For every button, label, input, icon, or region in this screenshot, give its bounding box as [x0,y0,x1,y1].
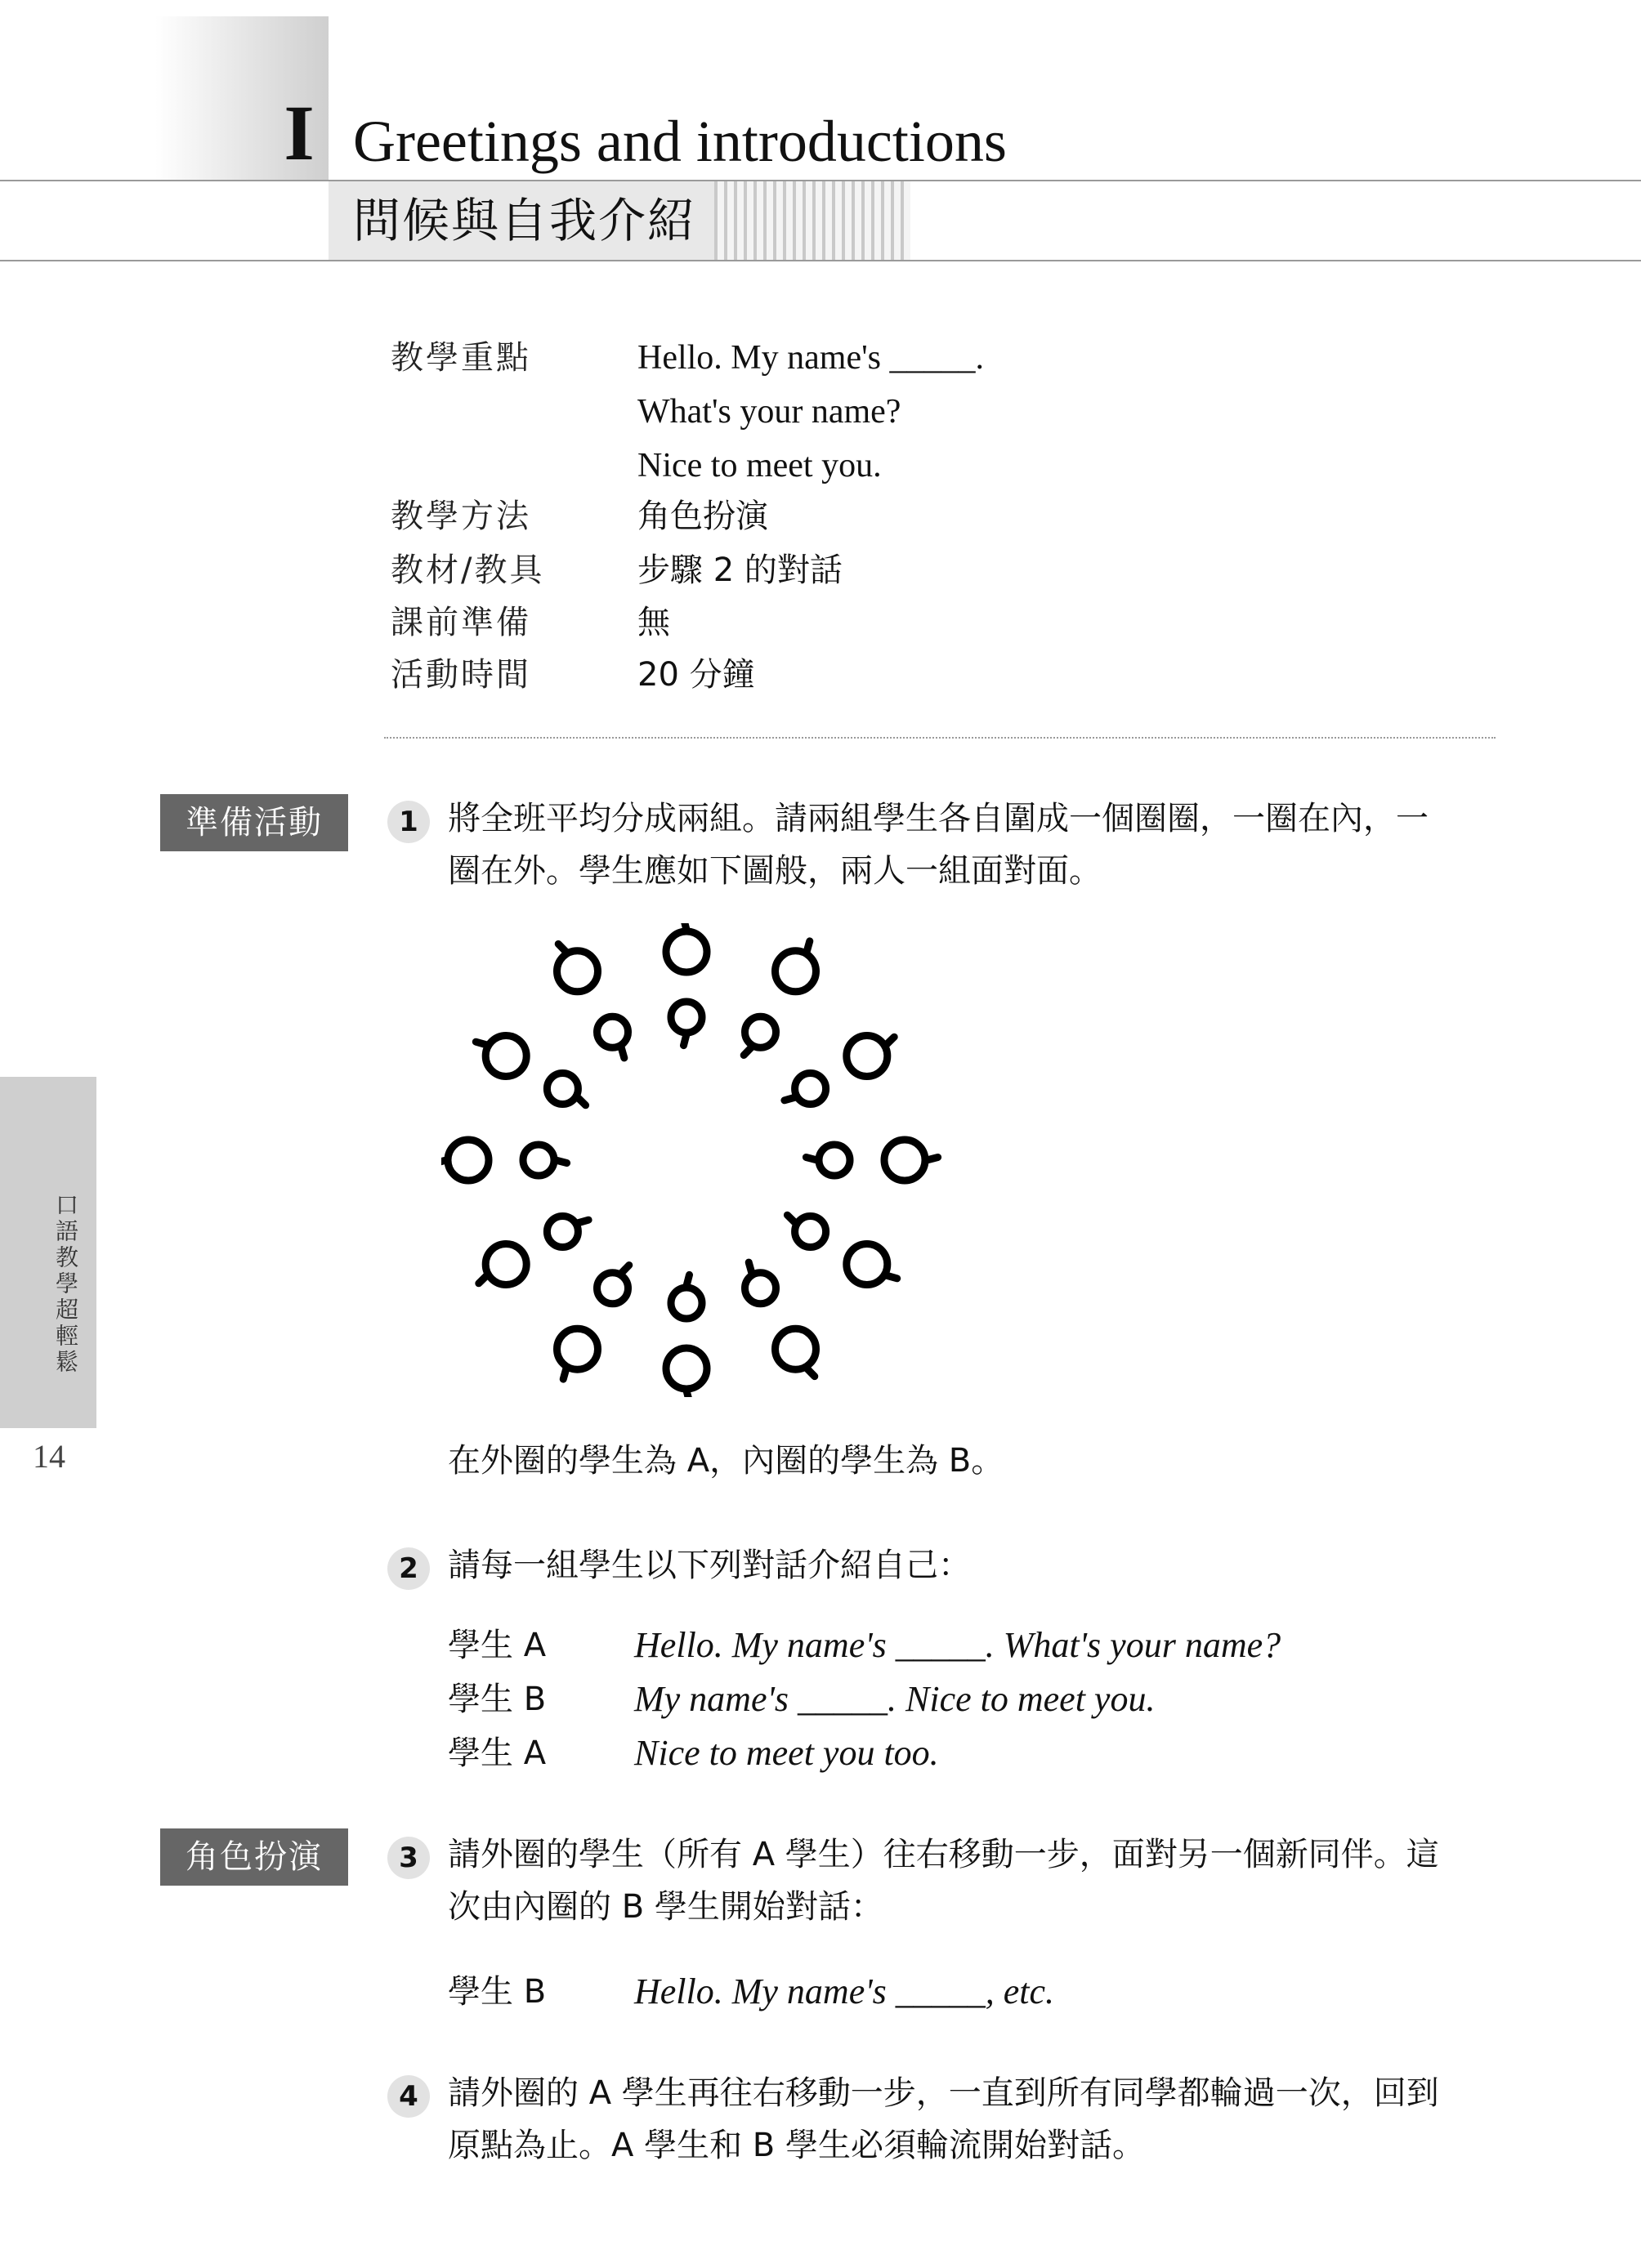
student-facing-tick [476,1042,487,1045]
inner-student [819,1145,850,1176]
student-facing-tick [563,1368,566,1380]
subtitle-rule [0,260,1641,261]
dialogue-line: My name's _____. Nice to meet you. [634,1679,1156,1719]
info-divider [384,737,1496,739]
step-3-line-1: 請外圈的學生（所有 A 學生）往右移動一步，面對另一個新同伴。這 [448,1836,1439,1873]
student-facing-tick [479,1275,487,1284]
student-facing-tick [807,941,810,953]
chapter-title-zh: 問候與自我介紹 [353,193,697,248]
info-label-method: 教學方法 [391,498,531,535]
student-facing-tick [684,1034,687,1046]
dialogue-speaker: 學生 A [448,1734,547,1772]
student-facing-tick [621,1266,629,1274]
outer-student [776,951,816,992]
student-facing-tick [749,1262,752,1274]
step-1-line-1: 將全班平均分成兩組。請兩組學生各自圍成一個圈圈，一圈在內，一 [448,800,1429,837]
inner-student [547,1217,578,1248]
subtitle-stripes [714,181,910,260]
student-facing-tick [578,1220,589,1223]
dialogue-line: Nice to meet you too. [634,1733,939,1773]
info-value-focus-2: What's your name? [637,393,901,431]
info-label-materials: 教材/教具 [391,551,545,589]
student-facing-tick [785,1097,796,1101]
student-facing-tick [787,1215,795,1223]
step-number-4: 4 [387,2075,430,2118]
inner-student [795,1074,826,1105]
inner-student [523,1145,554,1176]
info-label-focus: 教學重點 [391,339,531,377]
step-4-line-1: 請外圈的 A 學生再往右移動一步，一直到所有同學都輪過一次，回到 [448,2074,1439,2112]
student-facing-tick [441,1160,446,1163]
student-circles-diagram [441,923,948,1397]
step-2-line-1: 請每一組學生以下列對話介紹自己： [448,1547,971,1584]
info-value-focus-3: Nice to meet you. [637,447,882,484]
inner-student [597,1273,628,1304]
info-value-time: 20 分鐘 [637,656,755,694]
inner-student [671,1002,702,1033]
dialogue-speaker: 學生 B [448,1681,547,1718]
dialogue-speaker: 學生 A [448,1627,547,1664]
outer-student [847,1244,888,1285]
circle-note: 在外圈的學生為 A，內圈的學生為 B。 [448,1442,1004,1480]
book-title-vertical: 口語教學超輕鬆 [52,1193,79,1376]
inner-student [745,1273,776,1304]
student-facing-tick [556,1160,567,1163]
inner-student [597,1016,628,1047]
info-label-time: 活動時間 [391,656,531,694]
student-facing-tick [807,1368,815,1377]
outer-student [666,931,707,972]
step-number-3: 3 [387,1837,430,1879]
info-label-preparation: 課前準備 [391,604,531,641]
dialogue-line: Hello. My name's _____. What's your name? [634,1625,1281,1665]
step-1-line-2: 圈在外。學生應如下圖般，兩人一組面對面。 [448,852,1102,890]
outer-student [448,1140,489,1181]
student-facing-tick [886,1275,897,1279]
student-facing-tick [686,1275,690,1286]
inner-student [547,1074,578,1105]
outer-student [485,1036,526,1077]
chapter-number: I [284,89,315,176]
info-value-method: 角色扮演 [637,498,768,535]
info-value-materials: 步驟 2 的對話 [637,551,843,589]
step-3-line-2: 次由內圈的 B 學生開始對話： [448,1888,883,1926]
student-facing-tick [886,1037,894,1045]
outer-student [666,1348,707,1389]
outer-student [557,951,598,992]
side-tab [0,1077,96,1428]
step-4-line-2: 原點為止。A 學生和 B 學生必須輪流開始對話。 [448,2127,1145,2164]
section-tag-prep: 準備活動 [160,794,348,851]
inner-student [795,1217,826,1248]
student-facing-tick [744,1047,752,1055]
chapter-title-en: Greetings and introductions [353,109,1007,174]
outer-student [485,1244,526,1285]
page-number: 14 [33,1438,65,1475]
outer-student [776,1328,816,1369]
inner-student [671,1288,702,1319]
info-value-preparation: 無 [637,604,670,641]
student-facing-tick [578,1097,586,1105]
info-value-focus-1: Hello. My name's _____. [637,339,985,377]
student-facing-tick [684,923,687,930]
student-facing-tick [806,1158,817,1161]
student-facing-tick [558,944,566,952]
section-tag-roleplay: 角色扮演 [160,1828,348,1886]
student-facing-tick [927,1158,938,1161]
dialogue-speaker: 學生 B [448,1973,547,2011]
step-number-1: 1 [387,801,430,843]
outer-student [557,1328,598,1369]
outer-student [847,1036,888,1077]
student-facing-tick [621,1047,624,1058]
outer-student [884,1140,925,1181]
dialogue-line: Hello. My name's _____, etc. [634,1971,1055,2011]
student-facing-tick [686,1391,690,1397]
step-number-2: 2 [387,1547,430,1590]
inner-student [745,1016,776,1047]
